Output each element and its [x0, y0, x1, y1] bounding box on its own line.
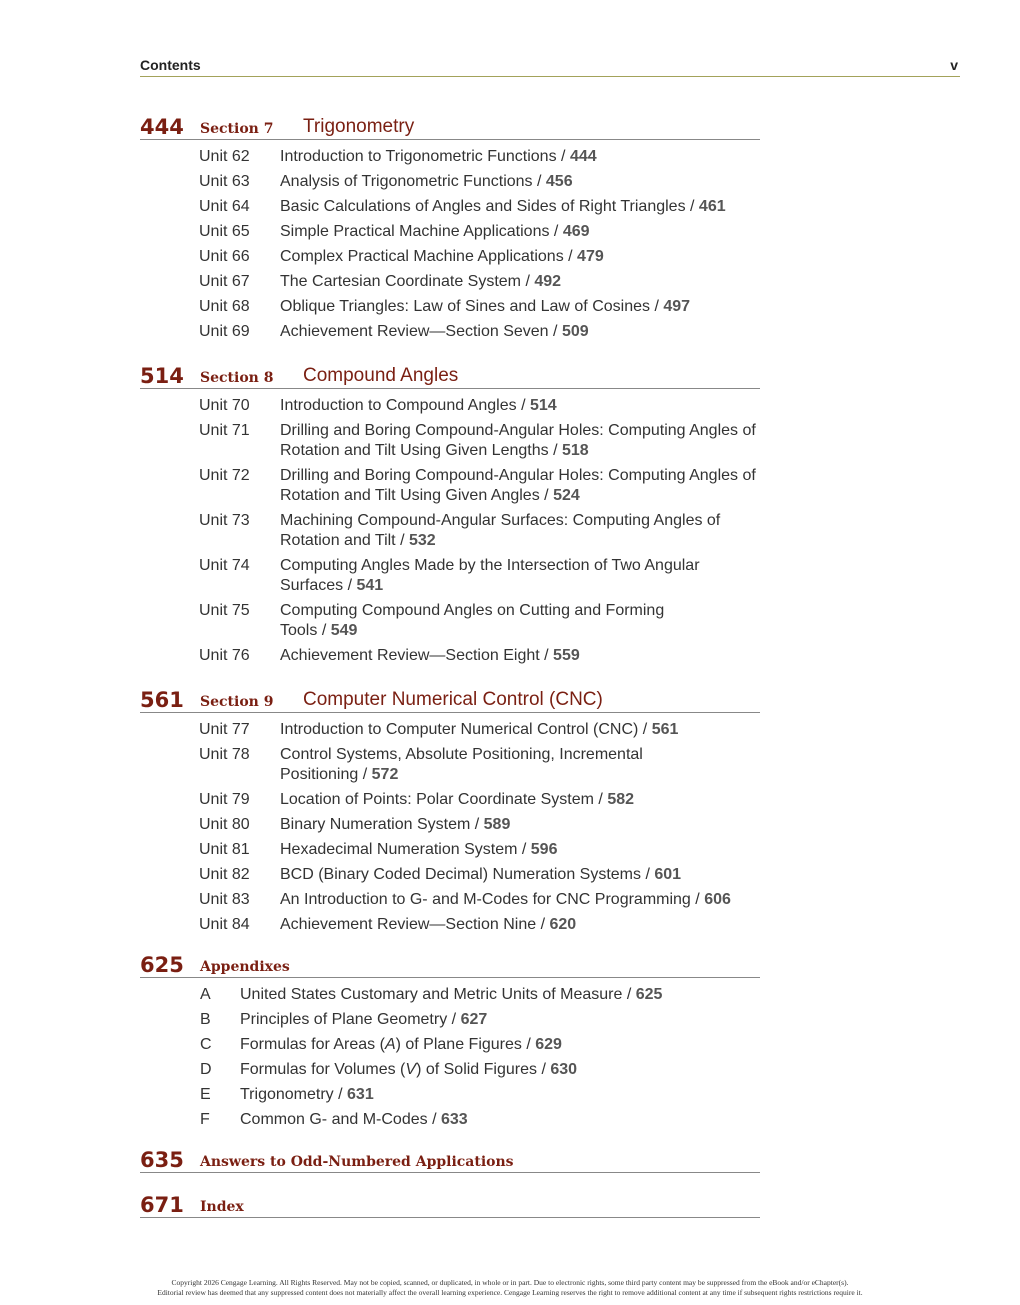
- appendix-title: Trigonometry: [240, 1086, 334, 1103]
- unit-label: Unit 67: [199, 273, 250, 290]
- unit-title: Machining Compound-Angular Surfaces: Computing Angles of Rotation and Tilt: [280, 512, 721, 549]
- unit-page: 514: [529, 397, 557, 414]
- answers-section[interactable]: [140, 1149, 760, 1173]
- unit-label: Unit 73: [199, 512, 250, 529]
- unit-page: 549: [330, 622, 358, 639]
- unit-title: Control Systems, Absolute Positioning, Incremental Positioning: [280, 746, 643, 783]
- unit-page: 572: [371, 766, 399, 783]
- appendix-page: 627: [460, 1011, 488, 1028]
- appendix-label: C: [200, 1036, 212, 1053]
- unit-label: Unit 63: [199, 173, 250, 190]
- copyright-line-2: Editorial review has deemed that any suppressed content does not materially affect the overall learning experience. Cengage Learning reserves the right to remove additional content at any time if subsequent rights restrictions require it.: [157, 1288, 863, 1297]
- unit-title: Introduction to Compound Angles: [280, 397, 517, 414]
- toc-entry-unit-77[interactable]: Unit 77 Introduction to Computer Numerical Control (CNC) / 561: [199, 721, 679, 738]
- unit-title: Computing Compound Angles on Cutting and Forming Tools: [280, 602, 665, 639]
- toc-entry-unit-74[interactable]: Unit 74 Computing Angles Made by the Intersection of Two Angular Surfaces / 541: [199, 557, 700, 594]
- section-label: Section 7: [200, 121, 274, 137]
- toc-entry-appendix-b[interactable]: B Principles of Plane Geometry / 627: [200, 1011, 488, 1028]
- unit-label: Unit 74: [199, 557, 250, 574]
- appendix-page: 629: [535, 1036, 562, 1053]
- section-start-page: 561: [140, 688, 184, 712]
- section-heading: [140, 1149, 760, 1173]
- unit-label: Unit 77: [199, 721, 250, 738]
- appendix-title: United States Customary and Metric Units of Measure: [240, 986, 623, 1003]
- toc-entry-unit-78[interactable]: Unit 78 Control Systems, Absolute Positioning, Incremental Positioning / 572: [199, 746, 643, 783]
- appendix-title: Common G- and M-Codes: [240, 1111, 428, 1128]
- unit-title: Achievement Review—Section Seven: [280, 323, 549, 340]
- toc-entry-unit-65[interactable]: Unit 65 Simple Practical Machine Applications / 469: [199, 223, 590, 240]
- section-7: [140, 116, 760, 347]
- unit-title: Simple Practical Machine Applications: [280, 223, 550, 240]
- unit-page: 479: [577, 248, 604, 265]
- unit-title: Basic Calculations of Angles and Sides of Right Triangles: [280, 198, 686, 215]
- unit-label: Unit 78: [199, 746, 250, 763]
- unit-label: Unit 83: [199, 891, 250, 908]
- toc-entry-unit-79[interactable]: Unit 79 Location of Points: Polar Coordinate System / 582: [199, 791, 635, 808]
- index-section[interactable]: [140, 1194, 760, 1218]
- section-heading: [140, 365, 760, 389]
- appendix-page: 633: [440, 1111, 468, 1128]
- unit-page: 444: [569, 148, 597, 165]
- section-title: Compound Angles: [303, 365, 459, 386]
- section-heading: [140, 954, 760, 978]
- appendix-label: D: [200, 1061, 212, 1078]
- section-start-page: 444: [140, 115, 184, 139]
- unit-label: Unit 62: [199, 148, 250, 165]
- toc-entry-unit-81[interactable]: Unit 81 Hexadecimal Numeration System / 596: [199, 841, 558, 858]
- unit-page: 509: [561, 323, 589, 340]
- appendixes-section: [140, 954, 760, 1135]
- section-label: Section 9: [200, 694, 274, 710]
- section-start-page: 625: [140, 953, 184, 977]
- unit-title: Achievement Review—Section Nine: [280, 916, 537, 933]
- toc-entry-appendix-c[interactable]: C Formulas for Areas (A) of Plane Figures / 629: [200, 1036, 562, 1053]
- toc-entry-unit-72[interactable]: Unit 72 Drilling and Boring Compound-Angular Holes: Computing Angles of Rotation and Tilt Using Given Angles / 524: [199, 467, 756, 504]
- section-8: [140, 365, 760, 671]
- section-heading: [140, 1194, 760, 1218]
- unit-label: Unit 76: [199, 647, 250, 664]
- unit-label: Unit 66: [199, 248, 250, 265]
- toc-entry-unit-67[interactable]: Unit 67 The Cartesian Coordinate System / 492: [199, 273, 562, 290]
- section-label: Answers to Odd-Numbered Applications: [200, 1154, 514, 1170]
- section-label: Appendixes: [200, 959, 290, 975]
- unit-page: 456: [545, 173, 573, 190]
- unit-page: 601: [654, 866, 682, 883]
- unit-label: Unit 68: [199, 298, 250, 315]
- section-9: [140, 689, 760, 940]
- unit-page: 606: [704, 891, 731, 908]
- unit-label: Unit 82: [199, 866, 250, 883]
- unit-title: Hexadecimal Numeration System: [280, 841, 518, 858]
- appendix-title: Principles of Plane Geometry: [240, 1011, 448, 1028]
- unit-title: Analysis of Trigonometric Functions: [280, 173, 533, 190]
- toc-entry-unit-75[interactable]: Unit 75 Computing Compound Angles on Cutting and Forming Tools / 549: [199, 602, 665, 639]
- unit-label: Unit 79: [199, 791, 250, 808]
- unit-label: Unit 75: [199, 602, 250, 619]
- unit-page: 541: [356, 577, 384, 594]
- appendix-label: E: [200, 1086, 211, 1103]
- toc-entry-unit-84[interactable]: Unit 84 Achievement Review—Section Nine / 620: [199, 916, 577, 933]
- unit-page: 532: [408, 532, 436, 549]
- section-start-page: 635: [140, 1148, 184, 1172]
- unit-list: [140, 147, 760, 342]
- unit-title: Drilling and Boring Compound-Angular Holes: Computing Angles of Rotation and Tilt Using Given Lengths: [280, 422, 756, 459]
- toc-entry-unit-82[interactable]: Unit 82 BCD (Binary Coded Decimal) Numeration Systems / 601: [199, 866, 682, 883]
- toc-entry-appendix-d[interactable]: D Formulas for Volumes (V) of Solid Figures / 630: [200, 1061, 578, 1078]
- section-heading: [140, 116, 760, 140]
- unit-title: Computing Angles Made by the Intersection of Two Angular Surfaces: [280, 557, 700, 594]
- section-title: Trigonometry: [303, 116, 415, 137]
- toc-entry-unit-63[interactable]: Unit 63 Analysis of Trigonometric Functions / 456: [199, 173, 573, 190]
- appendix-label: B: [200, 1011, 211, 1028]
- appendix-page: 625: [635, 986, 663, 1003]
- section-title: Computer Numerical Control (CNC): [303, 689, 603, 710]
- appendix-label: F: [200, 1111, 210, 1128]
- unit-label: Unit 84: [199, 916, 250, 933]
- unit-label: Unit 80: [199, 816, 250, 833]
- unit-page: 582: [607, 791, 635, 808]
- unit-page: 561: [651, 721, 679, 738]
- unit-label: Unit 69: [199, 323, 250, 340]
- unit-title: Oblique Triangles: Law of Sines and Law of Cosines: [280, 298, 650, 315]
- unit-title: BCD (Binary Coded Decimal) Numeration Systems: [280, 866, 641, 883]
- unit-page: 620: [549, 916, 577, 933]
- toc-entry-appendix-e[interactable]: E Trigonometry / 631: [200, 1086, 374, 1103]
- unit-title: Binary Numeration System: [280, 816, 471, 833]
- toc-entry-unit-73[interactable]: Unit 73 Machining Compound-Angular Surfaces: Computing Angles of Rotation and Tilt / 532: [199, 512, 721, 549]
- unit-page: 461: [698, 198, 726, 215]
- unit-page: 469: [562, 223, 590, 240]
- section-start-page: 514: [140, 364, 184, 388]
- toc-entry-unit-68[interactable]: Unit 68 Oblique Triangles: Law of Sines and Law of Cosines / 497: [199, 298, 691, 315]
- unit-page: 518: [561, 442, 589, 459]
- toc-entry-unit-64[interactable]: Unit 64 Basic Calculations of Angles and Sides of Right Triangles / 461: [199, 198, 726, 215]
- toc-entry-unit-83[interactable]: Unit 83 An Introduction to G- and M-Codes for CNC Programming / 606: [199, 891, 731, 908]
- toc-entry-unit-71[interactable]: Unit 71 Drilling and Boring Compound-Angular Holes: Computing Angles of Rotation and Tilt Using Given Lengths / 518: [199, 422, 756, 459]
- unit-label: Unit 65: [199, 223, 250, 240]
- section-label: Index: [200, 1199, 244, 1215]
- unit-title: Location of Points: Polar Coordinate System: [280, 791, 594, 808]
- running-header: [140, 57, 960, 77]
- copyright-notice: [0, 1278, 1020, 1298]
- unit-label: Unit 64: [199, 198, 250, 215]
- section-start-page: 671: [140, 1193, 184, 1217]
- toc-entry-unit-66[interactable]: Unit 66 Complex Practical Machine Applications / 479: [199, 248, 604, 265]
- toc-entry-appendix-a[interactable]: A United States Customary and Metric Units of Measure / 625: [200, 986, 663, 1003]
- appendix-list: [140, 985, 760, 1130]
- page-number: v: [950, 57, 958, 73]
- unit-label: Unit 81: [199, 841, 250, 858]
- unit-title: Drilling and Boring Compound-Angular Holes: Computing Angles of Rotation and Tilt Using Given Angles: [280, 467, 756, 504]
- unit-title: The Cartesian Coordinate System: [280, 273, 521, 290]
- unit-page: 559: [553, 647, 580, 664]
- unit-title: Introduction to Trigonometric Functions: [280, 148, 557, 165]
- appendix-page: 630: [550, 1061, 578, 1078]
- unit-page: 492: [534, 273, 562, 290]
- unit-title: Achievement Review—Section Eight: [280, 647, 540, 664]
- section-label: Section 8: [200, 370, 274, 386]
- unit-list: [140, 720, 760, 935]
- unit-page: 589: [483, 816, 511, 833]
- section-heading: [140, 689, 760, 713]
- unit-label: Unit 72: [199, 467, 250, 484]
- running-header-title: Contents: [140, 57, 201, 73]
- toc-entry-unit-80[interactable]: Unit 80 Binary Numeration System / 589: [199, 816, 511, 833]
- toc-entry-unit-70[interactable]: Unit 70 Introduction to Compound Angles / 514: [199, 397, 557, 414]
- unit-page: 596: [530, 841, 558, 858]
- appendix-title: Formulas for Areas (A) of Plane Figures: [240, 1036, 522, 1053]
- unit-title: An Introduction to G- and M-Codes for CNC Programming: [280, 891, 691, 908]
- copyright-line-1: Copyright 2026 Cengage Learning. All Rights Reserved. May not be copied, scanned, or duplicated, in whole or in part. Due to electronic rights, some third party content may be suppressed from the eBook and/or eChapter(s).: [171, 1278, 849, 1287]
- appendix-label: A: [200, 986, 211, 1003]
- unit-list: [140, 396, 760, 666]
- toc-entry-unit-69[interactable]: Unit 69 Achievement Review—Section Seven / 509: [199, 323, 589, 340]
- appendix-title: Formulas for Volumes (V) of Solid Figures: [240, 1061, 537, 1078]
- toc-entry-unit-76[interactable]: Unit 76 Achievement Review—Section Eight / 559: [199, 647, 580, 664]
- unit-label: Unit 70: [199, 397, 250, 414]
- appendix-page: 631: [347, 1086, 374, 1103]
- unit-label: Unit 71: [199, 422, 250, 439]
- unit-page: 524: [553, 487, 580, 504]
- toc-entry-unit-62[interactable]: Unit 62 Introduction to Trigonometric Functions / 444: [199, 148, 597, 165]
- unit-title: Complex Practical Machine Applications: [280, 248, 564, 265]
- toc-entry-appendix-f[interactable]: F Common G- and M-Codes / 633: [200, 1111, 468, 1128]
- unit-title: Introduction to Computer Numerical Control (CNC): [280, 721, 639, 738]
- unit-page: 497: [663, 298, 691, 315]
